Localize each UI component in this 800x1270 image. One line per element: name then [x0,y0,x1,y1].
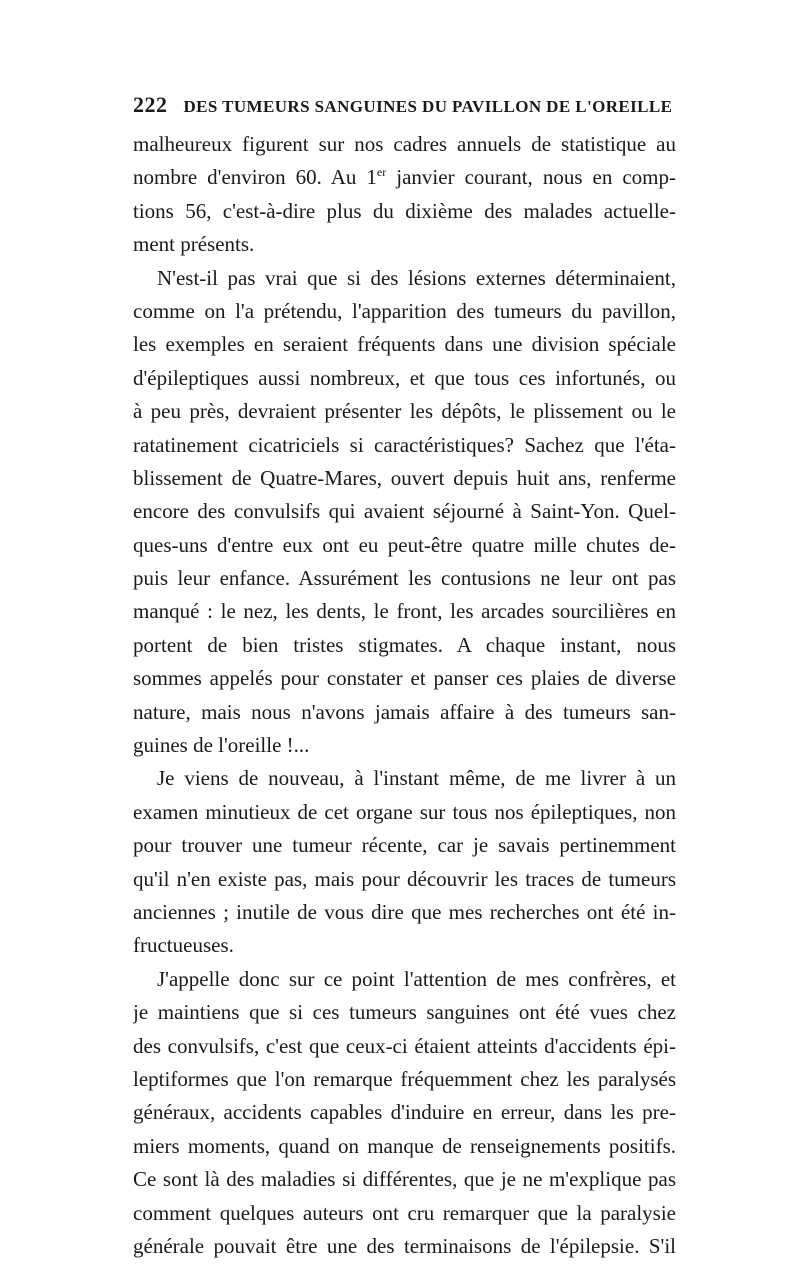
text-line-content: examen minutieux de cet organe sur tous nos épileptiques, non [133,799,676,824]
text-line [133,1197,676,1230]
text-line-content: encore des convulsifs qui avaient séjourné à Saint-Yon. Quel- [133,499,676,524]
text-line-content: malheureux figurent sur nos cadres annuels de statistique au [133,132,676,156]
text-line [133,462,676,495]
body-text [133,128,676,1263]
text-line [133,963,676,996]
text-line [133,195,676,228]
text-line-content: blissement de Quatre-Mares, ouvert depuis huit ans, renferme [133,465,676,490]
text-line [133,896,676,929]
text-line [133,929,676,962]
text-line [133,662,676,695]
text-line-content: J'appelle donc sur ce point l'attention de mes confrères, et [157,966,676,991]
text-line [133,1130,676,1163]
text-line [133,1163,676,1196]
text-line-content: comme on l'a prétendu, l'apparition des tumeurs du pavillon, [133,298,676,323]
text-line-content: généraux, accidents capables d'induire en erreur, dans les pre- [133,1100,676,1125]
text-line-content: des convulsifs, c'est que ceux-ci étaient atteints d'accidents épi- [133,1033,676,1058]
text-line [133,495,676,528]
text-line [133,362,676,395]
text-line [133,228,676,261]
text-line-content: N'est-il pas vrai que si des lésions externes déterminaient, [157,265,676,290]
text-line [133,429,676,462]
text-line-content: qu'il n'en existe pas, mais pour découvrir les traces de tumeurs [133,866,676,891]
text-line-content: nature, mais nous n'avons jamais affaire à des tumeurs san- [133,699,676,724]
text-line-content: sommes appelés pour constater et panser ces plaies de diverse [133,666,676,691]
text-line [133,1030,676,1063]
text-line [133,629,676,662]
text-line [133,262,676,295]
text-line [133,328,676,361]
text-line-content: portent de bien tristes stigmates. A chaque instant, nous [133,632,676,657]
superscript: er [376,165,387,180]
text-line [133,729,676,762]
text-line-content: je maintiens que si ces tumeurs sanguines ont été vues chez [133,1000,676,1025]
text-line [133,829,676,862]
text-line-content: ratatinement cicatriciels si caractéristiques? Sachez que l'éta- [133,432,676,457]
page-number: 222 [133,92,168,117]
text-line [133,796,676,829]
text-line-content: manqué : le nez, les dents, le front, les arcades sourcilières en [133,599,676,624]
text-line-content: guines de l'oreille !... [133,733,310,758]
text-line [133,863,676,896]
text-line-content: ques-uns d'entre eux ont eu peut-être quatre mille chutes de- [133,532,676,557]
text-line [133,128,676,161]
text-line [133,1096,676,1129]
text-line-content: fructueuses. [133,933,234,958]
text-line-content: les exemples en seraient fréquents dans une division spéciale [133,332,676,357]
text-line [133,395,676,428]
text-line [133,762,676,795]
text-line-content: comment quelques auteurs ont cru remarquer que la paralysie [133,1200,676,1225]
text-line-content: leptiformes que l'on remarque fréquemment chez les paralysés [133,1066,676,1091]
text-line-content: ment présents. [133,232,255,257]
text-line [133,595,676,628]
text-line [133,996,676,1029]
text-line-content: pour trouver une tumeur récente, car je savais pertinemment [133,833,676,858]
text-line-content: nombre d'environ 60. Au 1 [133,165,377,190]
text-line [133,1063,676,1096]
running-head [133,92,678,122]
text-line-content: anciennes ; inutile de vous dire que mes recherches ont été in- [133,899,676,924]
text-line [133,562,676,595]
text-line [133,696,676,729]
text-line-continuation: janvier courant, nous en comp- [386,165,676,190]
text-line [133,1230,676,1263]
text-line-content: Je viens de nouveau, à l'instant même, de me livrer à un [157,766,676,791]
text-line [133,161,676,194]
text-line [133,529,676,562]
text-line [133,295,676,328]
text-line-content: d'épileptiques aussi nombreux, et que tous ces infortunés, ou [133,365,676,390]
text-line-content: générale pouvait être une des terminaisons de l'épilepsie. S'il [133,1233,676,1258]
text-line-content: puis leur enfance. Assurément les contusions ne leur ont pas [133,566,676,591]
text-line-content: tions 56, c'est-à-dire plus du dixième des malades actuelle- [133,198,676,223]
text-line-content: miers moments, quand on manque de renseignements positifs. [133,1133,676,1158]
text-line-content: à peu près, devraient présenter les dépôts, le plissement ou le [133,399,676,424]
text-line-content: Ce sont là des maladies si différentes, que je ne m'explique pas [133,1167,676,1192]
running-title: DES TUMEURS SANGUINES DU PAVILLON DE L'OREILLE [183,97,673,116]
